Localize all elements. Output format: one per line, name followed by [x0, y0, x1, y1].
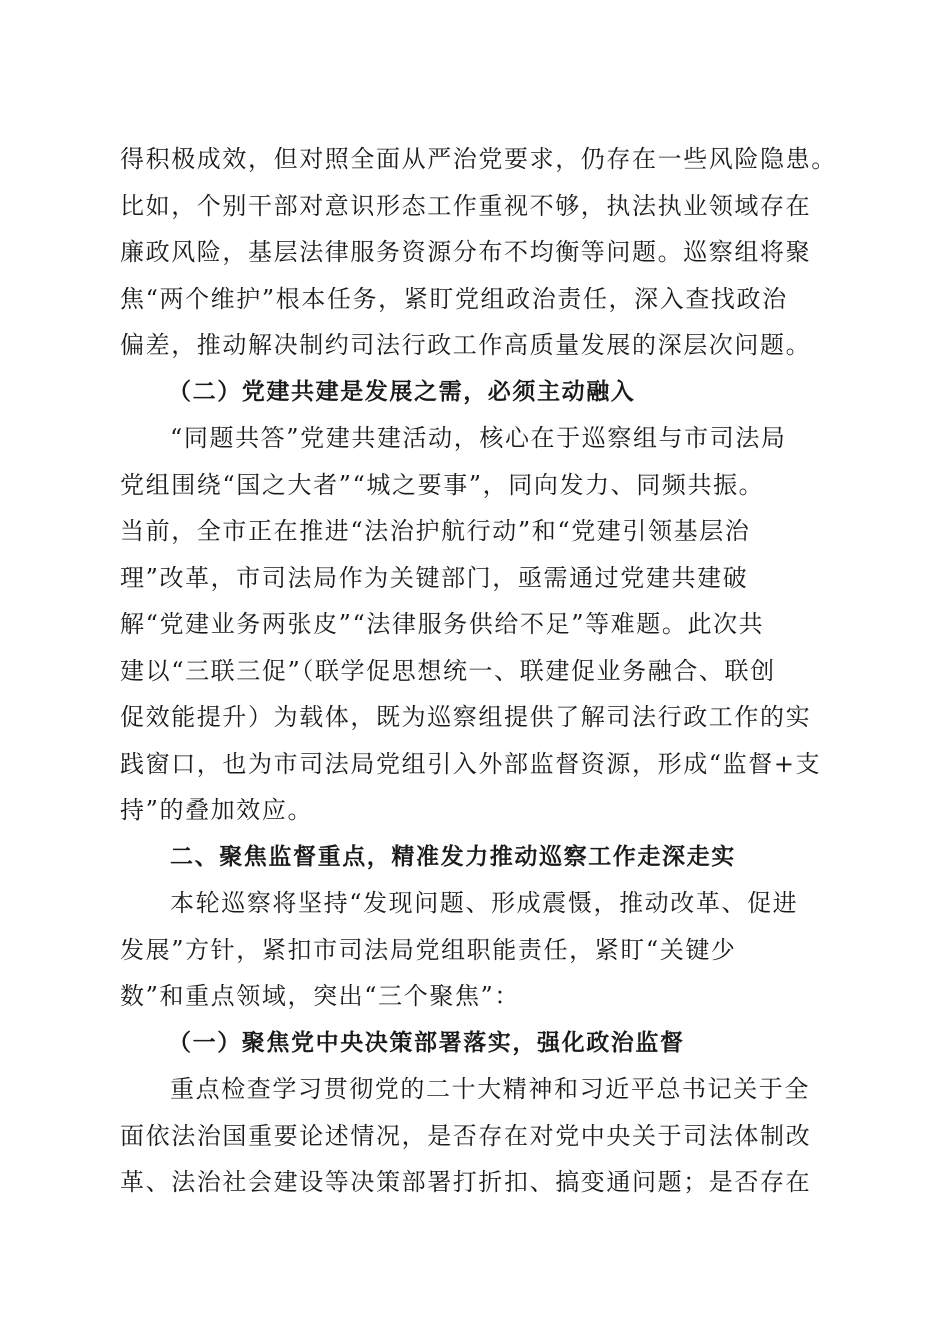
paragraph-line: “同题共答”党建共建活动，核心在于巡察组与市司法局: [170, 424, 787, 452]
paragraph-line: 党组围绕“国之大者”“城之要事”，同向发力、同频共振。: [120, 470, 765, 499]
paragraph-line: 革、法治社会建设等决策部署打折扣、搞变通问题；是否存在: [120, 1168, 812, 1196]
paragraph-line: 得积极成效，但对照全面从严治党要求，仍存在一些风险隐患。: [120, 145, 837, 173]
paragraph-line: 廉政风险，基层法律服务资源分布不均衡等问题。巡察组将聚: [120, 238, 812, 266]
paragraph-line: 发展”方针，紧扣市司法局党组职能责任，紧盯“关键少: [120, 935, 737, 964]
paragraph-line: 重点检查学习贯彻党的二十大精神和习近平总书记关于全: [170, 1075, 810, 1103]
paragraph-line: 焦“两个维护”根本任务，紧盯党组政治责任，深入查找政治: [120, 284, 788, 313]
paragraph-line: 数”和重点领域，突出“三个聚焦”：: [120, 982, 521, 1010]
section-heading: 二、聚焦监督重点，精准发力推动巡察工作走深走实: [170, 843, 736, 870]
paragraph-line: 偏差，推动解决制约司法行政工作高质量发展的深层次问题。: [120, 331, 812, 359]
paragraph-line: 建以“三联三促”（联学促思想统一、联建促业务融合、联创: [120, 656, 776, 685]
paragraph-line: 本轮巡察将坚持“发现问题、形成震慑，推动改革、促进: [170, 889, 799, 917]
subsection-heading: （二）党建共建是发展之需，必须主动融入: [168, 378, 636, 405]
paragraph-line: 面依法治国重要论述情况，是否存在对党中央关于司法体制改: [120, 1121, 812, 1150]
paragraph-line: 理”改革，市司法局作为关键部门，亟需通过党建共建破: [120, 563, 749, 592]
paragraph-line: 解“党建业务两张皮”“法律服务供给不足”等难题。此次共: [120, 610, 765, 638]
document-body: [120, 136, 840, 1206]
paragraph-line: 践窗口，也为市司法局党组引入外部监督资源，形成“监督+支: [120, 749, 822, 778]
paragraph-line: 当前，全市正在推进“法治护航行动”和“党建引领基层治: [120, 517, 751, 545]
paragraph-line: 比如，个别干部对意识形态工作重视不够，执法执业领域存在: [120, 191, 812, 220]
subsection-heading: （一）聚焦党中央决策部署落实，强化政治监督: [168, 1029, 685, 1056]
paragraph-line: 促效能提升）为载体，既为巡察组提供了解司法行政工作的实: [120, 703, 812, 731]
paragraph-line: 持”的叠加效应。: [120, 796, 314, 824]
